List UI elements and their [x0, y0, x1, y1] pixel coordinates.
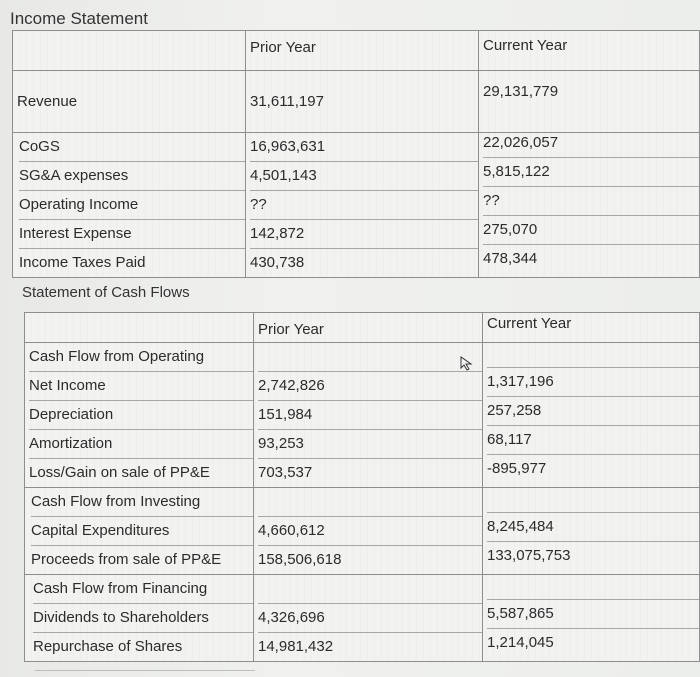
income-prior-cell: [246, 133, 479, 278]
financing-labels-cell: [25, 575, 254, 662]
revenue-current: 29,131,779: [479, 71, 700, 133]
header-blank-cell: [13, 31, 246, 71]
row-label-income-taxes: Income Taxes Paid: [19, 254, 146, 271]
depreciation-prior: 151,984: [258, 401, 482, 430]
interest-expense-prior: 142,872: [250, 220, 478, 249]
income-current-cell: [479, 133, 700, 278]
operating-prior-cell: [254, 343, 483, 488]
bottom-edge-line: [35, 670, 255, 677]
investing-current-cell: [483, 488, 700, 575]
cf-label-dividends: Dividends to Shareholders: [33, 604, 253, 633]
dividends-prior: 4,326,696: [258, 604, 482, 633]
col-header-prior: Prior Year: [246, 31, 479, 71]
loss-gain-current: -895,977: [487, 460, 547, 477]
income-labels-cell: [13, 133, 246, 278]
cash-flows-table: [24, 312, 700, 662]
cogs-prior: 16,963,631: [250, 133, 478, 162]
net-income-prior: 2,742,826: [258, 372, 482, 401]
investing-prior-spacer: [258, 488, 482, 517]
amortization-prior: 93,253: [258, 430, 482, 459]
financing-prior-cell: [254, 575, 483, 662]
sga-current: 5,815,122: [483, 158, 699, 187]
operating-prior-spacer: [258, 343, 482, 372]
operating-income-current: ??: [483, 187, 699, 216]
repurchase-prior: 14,981,432: [258, 638, 334, 655]
cash-flows-title: Statement of Cash Flows: [22, 284, 190, 301]
financing-current-cell: [483, 575, 700, 662]
col-header-current: Current Year: [479, 31, 700, 71]
financing-header: Cash Flow from Financing: [33, 575, 253, 604]
cf-label-repurchase: Repurchase of Shares: [33, 638, 183, 655]
capex-prior: 4,660,612: [258, 517, 482, 546]
income-taxes-prior: 430,738: [250, 254, 305, 271]
cf-col-header-current: Current Year: [483, 313, 700, 343]
income-taxes-current: 478,344: [483, 250, 538, 267]
amortization-current: 68,117: [487, 426, 699, 455]
row-label-operating-income: Operating Income: [19, 191, 245, 220]
revenue-prior: 31,611,197: [246, 71, 479, 133]
loss-gain-prior: 703,537: [258, 464, 313, 481]
cf-label-capex: Capital Expenditures: [31, 517, 253, 546]
operating-header: Cash Flow from Operating: [29, 343, 253, 372]
operating-labels-cell: [25, 343, 254, 488]
investing-header: Cash Flow from Investing: [31, 488, 253, 517]
operating-current-spacer: [487, 339, 699, 368]
investing-current-spacer: [487, 484, 699, 513]
sga-prior: 4,501,143: [250, 162, 478, 191]
row-label-sga: SG&A expenses: [19, 162, 245, 191]
cf-label-net-income: Net Income: [29, 372, 253, 401]
repurchase-current: 1,214,045: [487, 634, 554, 651]
cf-label-amortization: Amortization: [29, 430, 253, 459]
proceeds-prior: 158,506,618: [258, 551, 342, 568]
investing-labels-cell: [25, 488, 254, 575]
financing-current-spacer: [487, 571, 699, 600]
proceeds-current: 133,075,753: [487, 547, 571, 564]
operating-income-prior: ??: [250, 191, 478, 220]
financing-prior-spacer: [258, 575, 482, 604]
row-label-interest-expense: Interest Expense: [19, 220, 245, 249]
dividends-current: 5,587,865: [487, 600, 699, 629]
cf-header-blank-cell: [25, 313, 254, 343]
cf-label-proceeds: Proceeds from sale of PP&E: [31, 551, 222, 568]
depreciation-current: 257,258: [487, 397, 699, 426]
cf-label-depreciation: Depreciation: [29, 401, 253, 430]
interest-expense-current: 275,070: [483, 216, 699, 245]
cogs-current: 22,026,057: [483, 129, 699, 158]
income-statement-title: Income Statement: [10, 9, 148, 28]
row-label-cogs: CoGS: [19, 133, 245, 162]
investing-prior-cell: [254, 488, 483, 575]
income-statement-table: [12, 30, 700, 278]
capex-current: 8,245,484: [487, 513, 699, 542]
net-income-current: 1,317,196: [487, 368, 699, 397]
cf-label-loss-gain: Loss/Gain on sale of PP&E: [29, 464, 210, 481]
operating-current-cell: [483, 343, 700, 488]
cursor-arrow-icon: [460, 356, 474, 372]
cf-col-header-prior: Prior Year: [254, 313, 483, 343]
revenue-label: Revenue: [13, 71, 246, 133]
